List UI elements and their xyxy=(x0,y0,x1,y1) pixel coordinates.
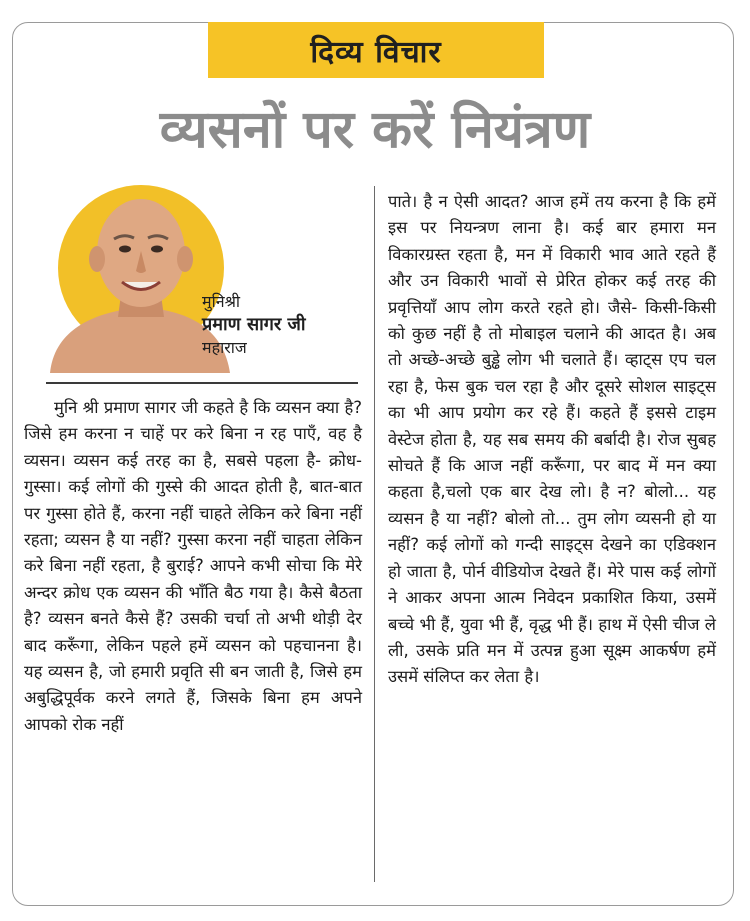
author-prefix: मुनिश्री xyxy=(202,292,241,311)
author-name: प्रमाण सागर जी xyxy=(202,314,306,335)
author-block xyxy=(202,290,377,359)
article-right-column: पाते। है न ऐसी आदत? आज हमें तय करना है कि हमें इस पर नियन्त्रण लाना है। कई बार हमारा मन विकारग्रस्त रहता है, मन में विकारी भाव आते रहते हैं और उन विकारी भावों से प्रेरित होकर कई तरह की प्रवृत्तियाँ आप लोग करते रहते हो। जैसे- किसी-किसी को कुछ नहीं है तो मोबाइल चलाने की आदत है। अब तो अच्छे-अच्छे बुड्ढे लोग भी चलाते हैं। व्हाट्स एप चल रहा है, फेस बुक चल रहा है और दूसरे सोशल साइट्स का भी आप प्रयोग कर रहे हैं। कहते हैं इससे टाइम वेस्टेज होता है, यह सब समय की बर्बादी है। रोज सुबह सोचते हैं कि आज नहीं करूँगा, पर बाद में मन क्या कहता है,चलो एक बार देख लो। है न? बोलो... यह व्यसन है या नहीं? बोलो तो... तुम लोग व्यसनी हो या नहीं? कई लोगों को गन्दी साइट्स देखने का एडिक्शन हो जाता है, पोर्न वीडियोज देखते हैं। मेरे पास कई लोगों ने आकर अपना आत्म निवेदन प्रकाशित किया, उसमें बच्चे भी हैं, युवा भी हैं, वृद्ध भी हैं। हाथ में ऐसी चीज ले ली, उसके प्रति मन में उत्पन्न हुआ सूक्ष्म आकर्षण हमें उसमें संलिप्त कर लेता है। xyxy=(388,192,716,687)
headline: व्यसनों पर करें नियंत्रण xyxy=(159,100,591,160)
article-left-column: मुनि श्री प्रमाण सागर जी कहते है कि व्यसन क्या है? जिसे हम करना न चाहें पर करे बिना न रह पाएँ, वह है व्यसन। व्यसन कई तरह का है, सबसे पहला है- क्रोध-गुस्सा। कई लोगों की गुस्से की आदत होती है, बात-बात पर गुस्सा होते हैं, करना नहीं चाहते लेकिन करे बिना नहीं रहता; व्यसन है या नहीं? गुस्सा करना नहीं चाहता लेकिन करे बिना नहीं रहता, है बुराई? आपने कभी सोचा कि मेरे अन्दर क्रोध एक व्यसन की भाँति बैठ गया है। कैसे बैठता है? व्यसन बनते कैसे हैं? उसकी चर्चा तो अभी थोड़ी देर बाद करूँगा, लेकिन पहले हमें व्यसन को पहचानना है। यह व्यसन है, जो हमारी प्रवृति सी बन जाती है, जिसे हम अबुद्धिपूर्वक करने लगते हैं, जिसके बिना हम अपने आपको रोक नहीं xyxy=(24,398,362,734)
column-divider xyxy=(374,186,375,882)
author-divider xyxy=(46,382,358,384)
author-suffix: महाराज xyxy=(202,338,247,357)
section-banner: दिव्य विचार xyxy=(208,22,544,78)
